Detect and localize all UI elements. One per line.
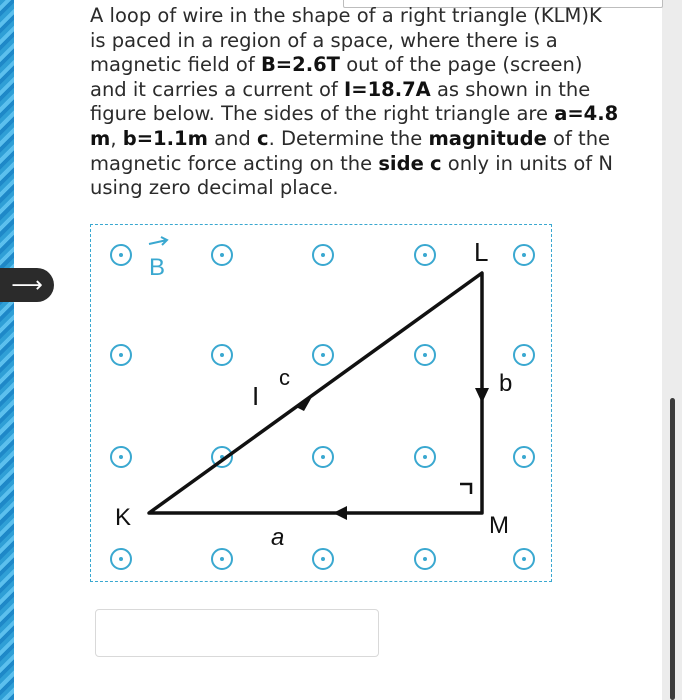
field-dot-icon [212, 245, 232, 265]
field-dot-icon [514, 345, 534, 365]
current-arrow-c-icon [296, 395, 313, 411]
field-dot-icon [313, 345, 333, 365]
field-dot-icon [313, 447, 333, 467]
vertex-l-label: L [474, 237, 489, 267]
field-value: B=2.6T [260, 53, 340, 77]
field-dots [111, 245, 534, 569]
arrow-right-icon: ⟶ [11, 272, 43, 298]
magnitude-word: magnitude [428, 126, 547, 150]
answer-input[interactable] [95, 609, 379, 657]
side-a-value: a=4.8 m [90, 102, 619, 150]
figure-canvas [91, 225, 550, 580]
current-value: I=18.7A [343, 77, 431, 101]
scrollbar-thumb[interactable] [670, 398, 675, 700]
vertex-m-label: M [489, 512, 509, 539]
side-c-ref-2: c [430, 151, 442, 175]
field-dot-icon [313, 549, 333, 569]
current-label: I [252, 381, 260, 411]
field-dot-icon [415, 345, 435, 365]
next-arrow-button[interactable] [0, 268, 54, 302]
vertex-k-label: K [115, 504, 132, 531]
side-b-label: b [499, 370, 513, 397]
question-text: A loop of wire in the shape of a right triangle (KLM)K is paced in a region of a space, where there is a magnetic field of B=2.6T out of the page (screen) and it carries a current of I=18.7A as shown in the figure below. The sides of the right triangle are a=4.8 m, b=1.1m and c. Determine the magnitude of the magnetic force acting on the side c only in units of N using zero decimal place. [90, 4, 619, 200]
b-field-label-group [149, 237, 167, 281]
field-dot-icon [415, 245, 435, 265]
triangle-loop-figure [90, 224, 552, 582]
field-dot-icon [514, 549, 534, 569]
side-a-label: a [271, 524, 285, 551]
field-dot-icon [415, 549, 435, 569]
left-decorative-rail [0, 0, 14, 700]
side-b-value: b=1.1m [122, 126, 208, 150]
current-arrow-b-icon [475, 388, 489, 403]
right-angle-marker [460, 484, 471, 494]
side-c-label: c [279, 365, 290, 390]
field-dot-icon [212, 549, 232, 569]
field-dot-icon [212, 345, 232, 365]
field-dot-icon [111, 245, 131, 265]
field-dot-icon [111, 447, 131, 467]
triangle-loop [149, 273, 482, 513]
field-dot-icon [111, 549, 131, 569]
field-dot-icon [514, 245, 534, 265]
field-dot-icon [111, 345, 131, 365]
current-arrow-a-icon [333, 506, 347, 520]
side-word: side [378, 151, 424, 175]
field-dot-icon [313, 245, 333, 265]
vector-arrow-icon [149, 237, 167, 245]
side-c-ref: c [257, 126, 269, 150]
field-dot-icon [415, 447, 435, 467]
b-field-label: B [149, 254, 166, 281]
field-dot-icon [514, 447, 534, 467]
